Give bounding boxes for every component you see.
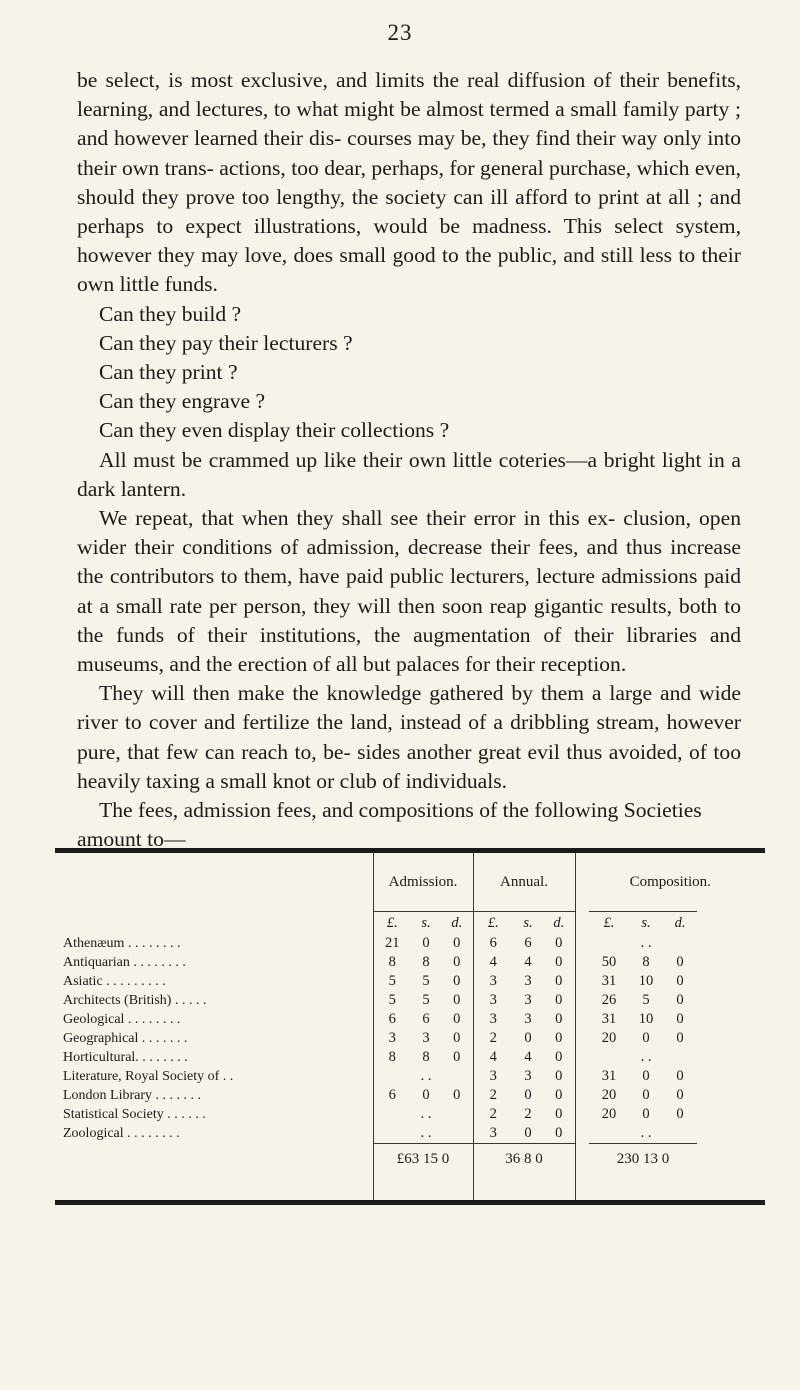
gap-cell: [575, 1010, 589, 1029]
society-name: Athenæum . . . . . . . .: [55, 934, 373, 953]
admission-shillings: . .: [420, 1068, 432, 1084]
annual-pence: 0: [543, 1067, 575, 1086]
admission-shillings: . .: [420, 1106, 432, 1122]
composition-pence: 0: [676, 992, 684, 1008]
admission-pounds: 5: [388, 992, 396, 1008]
annual-shillings: 4: [524, 954, 532, 970]
annual-shillings: 0: [524, 1030, 532, 1046]
composition-shillings: 5: [642, 992, 650, 1008]
composition-pounds: [589, 934, 629, 953]
annual-header: Annual.: [473, 851, 575, 912]
composition-pounds: 31: [601, 1068, 617, 1084]
composition-pounds: [589, 1048, 629, 1067]
annual-pounds: 6: [489, 935, 497, 951]
annual-pence: 0: [543, 1010, 575, 1029]
admission-shillings: 0: [422, 935, 430, 951]
paragraph: They will then make the knowledge gathered by them a large and wide river to cover and fertilize the land, instead of a dribbling stream, however pure, that few can reach to, be- sides another great evil thus avoided, of too heavily taxing a small knot or club of individuals.: [77, 681, 741, 793]
society-name: Statistical Society . . . . . .: [55, 1105, 373, 1124]
paragraph: All must be crammed up like their own little coteries—a bright light in a dark lantern.: [77, 447, 741, 501]
society-name: Architects (British) . . . . .: [55, 991, 373, 1010]
currency-pence: d.: [441, 912, 473, 935]
admission-pounds: 6: [388, 1087, 396, 1103]
gap-cell: [697, 972, 765, 991]
composition-pounds: 20: [601, 1087, 617, 1103]
composition-pence: 0: [676, 1087, 684, 1103]
annual-shillings: 0: [524, 1125, 532, 1141]
annual-shillings: 3: [524, 992, 532, 1008]
annual-pounds: 4: [489, 1049, 497, 1065]
gap-cell: [575, 1048, 589, 1067]
table-row: [55, 934, 765, 953]
society-name: London Library . . . . . . .: [55, 1086, 373, 1105]
composition-pence: [663, 934, 697, 953]
admission-shillings: . .: [420, 1125, 432, 1141]
annual-shillings: 3: [524, 1011, 532, 1027]
currency-row: [55, 912, 765, 935]
gap-cell: [697, 1105, 765, 1124]
admission-shillings: 5: [422, 973, 430, 989]
composition-pence: 0: [676, 1068, 684, 1084]
admission-pounds: 3: [388, 1030, 396, 1046]
annual-shillings: 3: [524, 973, 532, 989]
annual-pence: 0: [543, 1029, 575, 1048]
currency-shillings: s.: [513, 912, 543, 935]
paragraph: be select, is most exclusive, and limits the real diffusion of their benefits, learning, and lectures, to what might be almost termed a small family party ; and however learned their dis- courses may be, they find their way only into their own trans- actions, too dear, perhaps, for general purchase, which even, should they prove too lengthy, the society can ill afford to print at all ; and perhaps to expect illustrations, would be madness. This select system, however they may love, does small good to the public, and still less to their own little funds.: [77, 68, 741, 297]
table-row: [55, 1124, 765, 1144]
gap-cell: [575, 953, 589, 972]
composition-shillings: 10: [638, 973, 654, 989]
composition-pounds: 20: [601, 1030, 617, 1046]
question-line: Can they even display their collections ?: [99, 418, 450, 443]
admission-pence: 0: [441, 972, 473, 991]
question-line: Can they build ?: [99, 301, 242, 326]
currency-shillings: s.: [629, 912, 663, 935]
admission-shillings: 0: [422, 1087, 430, 1103]
fees-table: [55, 848, 765, 1205]
annual-pounds: 3: [489, 1068, 497, 1084]
paragraph: The fees, admission fees, and compositions of the following Societies amount to—: [77, 798, 702, 852]
composition-pounds: 26: [601, 992, 617, 1008]
total-composition: 230 13 0: [589, 1144, 697, 1175]
composition-shillings: 0: [642, 1030, 650, 1046]
annual-pence: 0: [543, 972, 575, 991]
admission-shillings: 6: [422, 1011, 430, 1027]
gap-cell: [697, 1010, 765, 1029]
question-line: Can they print ?: [99, 360, 238, 385]
gap-cell: [575, 934, 589, 953]
society-name: Geographical . . . . . . .: [55, 1029, 373, 1048]
composition-pence: [663, 1048, 697, 1067]
question-line: Can they pay their lecturers ?: [99, 330, 353, 355]
composition-pounds: [589, 1124, 629, 1144]
annual-shillings: 2: [524, 1106, 532, 1122]
composition-shillings: . .: [640, 1049, 652, 1065]
gap-cell: [697, 1048, 765, 1067]
table-row: [55, 1067, 765, 1086]
composition-pence: [663, 1124, 697, 1144]
gap-cell: [697, 991, 765, 1010]
admission-pence: 0: [441, 991, 473, 1010]
annual-pence: 0: [543, 934, 575, 953]
gap-cell: [697, 953, 765, 972]
currency-pence: d.: [663, 912, 697, 935]
annual-pounds: 3: [489, 973, 497, 989]
composition-pounds: 31: [601, 1011, 617, 1027]
gap-cell: [575, 972, 589, 991]
page-number: 23: [387, 20, 413, 45]
table-row: [55, 1010, 765, 1029]
currency-pounds: £.: [373, 912, 411, 935]
table-row: [55, 1029, 765, 1048]
header-row: [55, 851, 765, 912]
society-name: Literature, Royal Society of . .: [55, 1067, 373, 1086]
currency-pence: d.: [543, 912, 575, 935]
admission-pounds: [373, 1105, 411, 1124]
annual-pence: 0: [543, 991, 575, 1010]
admission-pence: 0: [441, 1048, 473, 1067]
gap-cell: [575, 1086, 589, 1105]
annual-shillings: 3: [524, 1068, 532, 1084]
totals-row: [55, 1144, 765, 1175]
admission-pence: 0: [441, 934, 473, 953]
annual-pounds: 3: [489, 992, 497, 1008]
composition-shillings: 10: [638, 1011, 654, 1027]
gap-cell: [575, 1124, 589, 1144]
composition-pounds: 31: [601, 973, 617, 989]
admission-pence: 0: [441, 1086, 473, 1105]
body-text: [77, 66, 741, 854]
admission-shillings: 8: [422, 1049, 430, 1065]
gap-cell: [697, 934, 765, 953]
composition-shillings: . .: [640, 935, 652, 951]
admission-pounds: 6: [388, 1011, 396, 1027]
society-name: Asiatic . . . . . . . . .: [55, 972, 373, 991]
annual-pence: 0: [543, 1048, 575, 1067]
annual-pence: 0: [543, 953, 575, 972]
admission-pence: [441, 1067, 473, 1086]
gap-cell: [575, 1029, 589, 1048]
admission-pence: [441, 1105, 473, 1124]
currency-pounds: £.: [473, 912, 513, 935]
admission-pounds: 5: [388, 973, 396, 989]
gap-cell: [697, 1086, 765, 1105]
annual-pounds: 2: [489, 1106, 497, 1122]
table-row: [55, 1086, 765, 1105]
composition-shillings: 8: [642, 954, 650, 970]
table-row: [55, 991, 765, 1010]
annual-pounds: 2: [489, 1087, 497, 1103]
annual-shillings: 0: [524, 1087, 532, 1103]
annual-pounds: 4: [489, 954, 497, 970]
composition-pounds: 50: [601, 954, 617, 970]
admission-pounds: [373, 1124, 411, 1144]
composition-pence: 0: [676, 954, 684, 970]
composition-header: Composition.: [629, 873, 711, 890]
admission-shillings: 3: [422, 1030, 430, 1046]
composition-shillings: . .: [640, 1125, 652, 1141]
composition-shillings: 0: [642, 1087, 650, 1103]
society-name: Zoological . . . . . . . .: [55, 1124, 373, 1144]
admission-shillings: 5: [422, 992, 430, 1008]
admission-pence: 0: [441, 953, 473, 972]
composition-shillings: 0: [642, 1106, 650, 1122]
gap-cell: [575, 991, 589, 1010]
admission-pence: [441, 1124, 473, 1144]
admission-pence: 0: [441, 1010, 473, 1029]
currency-shillings: s.: [411, 912, 441, 935]
question-line: Can they engrave ?: [99, 389, 266, 414]
composition-pounds: 20: [601, 1106, 617, 1122]
composition-pence: 0: [676, 1106, 684, 1122]
composition-pence: 0: [676, 973, 684, 989]
composition-pence: 0: [676, 1030, 684, 1046]
table-row: [55, 1105, 765, 1124]
table-row: [55, 953, 765, 972]
annual-shillings: 6: [524, 935, 532, 951]
admission-pounds: 8: [388, 1049, 396, 1065]
society-name: Horticultural. . . . . . . .: [55, 1048, 373, 1067]
currency-pounds: £.: [589, 912, 629, 935]
admission-shillings: 8: [422, 954, 430, 970]
admission-pounds: [373, 1067, 411, 1086]
gap-cell: [697, 1029, 765, 1048]
admission-pounds: 8: [388, 954, 396, 970]
gap-cell: [575, 1067, 589, 1086]
admission-header: Admission.: [373, 851, 473, 912]
annual-pence: 0: [543, 1105, 575, 1124]
composition-pence: 0: [676, 1011, 684, 1027]
annual-pence: 0: [543, 1086, 575, 1105]
total-annual: 36 8 0: [473, 1144, 575, 1175]
annual-pounds: 2: [489, 1030, 497, 1046]
total-admission: £63 15 0: [373, 1144, 473, 1175]
composition-shillings: 0: [642, 1068, 650, 1084]
table-row: [55, 972, 765, 991]
annual-pence: 0: [543, 1124, 575, 1144]
admission-pounds: 21: [385, 935, 400, 951]
society-name: Geological . . . . . . . .: [55, 1010, 373, 1029]
gap-cell: [575, 1105, 589, 1124]
gap-cell: [697, 1067, 765, 1086]
annual-shillings: 4: [524, 1049, 532, 1065]
society-name: Antiquarian . . . . . . . .: [55, 953, 373, 972]
paragraph: We repeat, that when they shall see their error in this ex- clusion, open wider their conditions of admission, decrease their fees, and thus increase the contributors to them, have paid public lecturers, lecture admissions paid at a small rate per person, they will then soon reap gigantic results, both to the funds of their institutions, the augmentation of their libraries and museums, and the erection of all but palaces for their reception.: [77, 506, 741, 677]
gap-cell: [697, 1124, 765, 1144]
admission-pence: 0: [441, 1029, 473, 1048]
table-row: [55, 1048, 765, 1067]
annual-pounds: 3: [489, 1125, 497, 1141]
annual-pounds: 3: [489, 1011, 497, 1027]
